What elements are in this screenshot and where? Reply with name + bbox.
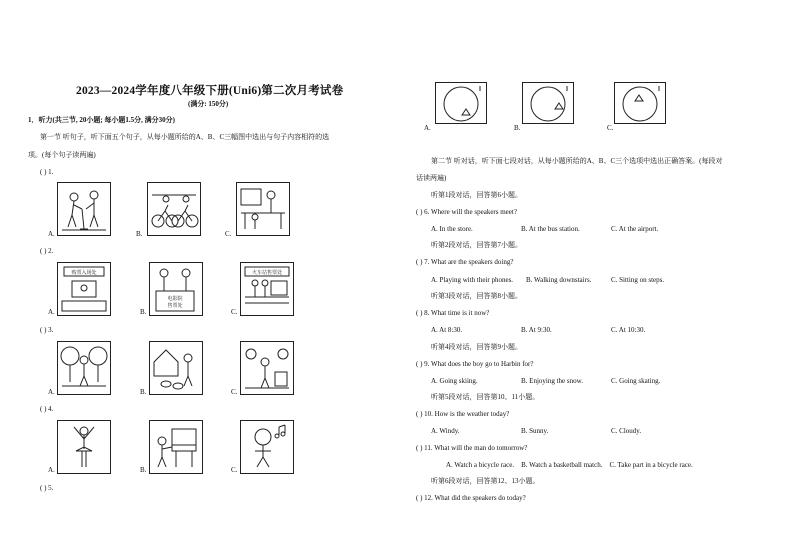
q1-picture-a: [57, 182, 111, 236]
singing-girl-icon: [241, 421, 293, 473]
q8-option-b: B. At 9:30.: [521, 326, 552, 334]
intro-dialog-1: 听第1段对话，回答第6小题。: [431, 191, 522, 199]
q9-option-a: A. Going skiing.: [431, 377, 478, 385]
q9-option-c: C. Going skating.: [611, 377, 661, 385]
question-3: ( ) 3.: [40, 326, 54, 334]
q8-option-c: C. At 10:30.: [611, 326, 646, 334]
q3-picture-a: [57, 341, 111, 395]
ticket-office-icon: [58, 263, 110, 315]
q2b-sign: 电影院: [167, 296, 183, 302]
q1-label-b: B.: [136, 230, 143, 238]
q5-picture-a: [435, 82, 487, 124]
q9-option-b: B. Enjoying the snow.: [521, 377, 583, 385]
question-1: ( ) 1.: [40, 168, 54, 176]
question-7: ( ) 7. What are the speakers doing?: [416, 258, 514, 266]
q4-label-c: C.: [231, 466, 238, 474]
q7-option-a: A. Playing with their phones.: [431, 276, 514, 284]
q3-label-c: C.: [231, 388, 238, 396]
q7-option-c: C. Sitting on steps.: [611, 276, 665, 284]
q6-option-b: B. At the bus station.: [521, 225, 580, 233]
question-8: ( ) 8. What time is it now?: [416, 309, 490, 317]
question-5: ( ) 5.: [40, 484, 54, 492]
gardening-icon: [241, 342, 293, 394]
q2-picture-b: [149, 262, 203, 316]
q2-label-b: B.: [140, 308, 147, 316]
q4-picture-a: [57, 420, 111, 474]
q6-option-a: A. In the store.: [431, 225, 473, 233]
q1-picture-b: [147, 182, 201, 236]
question-4: ( ) 4.: [40, 405, 54, 413]
q1-label-a: A.: [48, 230, 55, 238]
shop-icon: [237, 183, 289, 235]
intro-dialog-4: 听第4段对话，回答第9小题。: [431, 343, 522, 351]
part1-instructions-cont: 项。(每个句子读两遍): [28, 151, 96, 159]
intro-dialog-3: 听第3段对话，回答第8小题。: [431, 292, 522, 300]
full-score: (满分: 150分): [188, 100, 229, 108]
q2a-sign: 购票入场处: [71, 270, 97, 276]
intro-dialog-6: 听第6段对话，回答第12、13小题。: [431, 477, 540, 485]
piano-player-icon: [150, 421, 202, 473]
q3-label-b: B.: [140, 388, 147, 396]
question-10: ( ) 10. How is the weather today?: [416, 410, 510, 418]
q4-label-a: A.: [48, 466, 55, 474]
q2-picture-c: [240, 262, 294, 316]
feeding-chickens-icon: [150, 342, 202, 394]
intro-dialog-2: 听第2段对话，回答第7小题。: [431, 241, 522, 249]
question-6: ( ) 6. Where will the speakers meet?: [416, 208, 517, 216]
q5-picture-c: [614, 82, 666, 124]
q1-label-c: C.: [225, 230, 232, 238]
question-11: ( ) 11. What will the man do tomorrow?: [416, 444, 528, 452]
q11-options: A. Watch a bicycle race. B. Watch a basketball match. C. Take part in a bicycle race.: [446, 461, 693, 469]
q8-option-a: A. At 8:30.: [431, 326, 463, 334]
q2b-sign-2: 售票处: [167, 303, 183, 309]
q10-option-a: A. Windy.: [431, 427, 460, 435]
intro-dialog-5: 听第5段对话，回答第10、11小题。: [431, 393, 540, 401]
question-2: ( ) 2.: [40, 247, 54, 255]
q4-picture-c: [240, 420, 294, 474]
ballet-dancer-icon: [58, 421, 110, 473]
part2-instructions: 第二节 听对话，听下面七段对话，从每小题所给的A、B、C三个选项中选出正确答案。(每段对: [431, 157, 723, 165]
circle-triangle-bottom-right-icon: [436, 83, 486, 123]
q3-picture-c: [240, 341, 294, 395]
section-heading: 1．听力(共三节, 20小题; 每小题1.5分, 满分30分): [28, 116, 175, 124]
train-station-icon: [241, 263, 293, 315]
q5-picture-b: [522, 82, 574, 124]
q3-picture-b: [149, 341, 203, 395]
q2-picture-a: [57, 262, 111, 316]
part1-instructions: 第一节 听句子，听下面五个句子，从每小题所给的A、B、C三幅图中选出与句子内容相符的选: [40, 133, 330, 141]
q5-label-a: A.: [424, 124, 431, 132]
circle-triangle-top-icon: [615, 83, 665, 123]
q4-label-b: B.: [140, 466, 147, 474]
q7-option-b: B. Walking downstairs.: [526, 276, 592, 284]
q4-picture-b: [149, 420, 203, 474]
q5-label-c: C.: [607, 124, 614, 132]
q10-option-c: C. Cloudy.: [611, 427, 642, 435]
q5-label-b: B.: [514, 124, 521, 132]
q2-label-c: C.: [231, 308, 238, 316]
part2-instructions-cont: 话读两遍): [416, 174, 447, 182]
q6-option-c: C. At the airport.: [611, 225, 659, 233]
cinema-icon: [150, 263, 202, 315]
question-9: ( ) 9. What does the boy go to Harbin for?: [416, 360, 534, 368]
workers-icon: [58, 183, 110, 235]
q2c-sign: 火车站售票处: [251, 270, 283, 276]
circle-triangle-right-icon: [523, 83, 573, 123]
cyclists-icon: [148, 183, 200, 235]
q3-label-a: A.: [48, 388, 55, 396]
park-walk-icon: [58, 342, 110, 394]
question-12: ( ) 12. What did the speakers do today?: [416, 494, 526, 502]
exam-title: 2023—2024学年度八年级下册(Uni6)第二次月考试卷: [76, 85, 344, 97]
q1-picture-c: [236, 182, 290, 236]
q10-option-b: B. Sunny.: [521, 427, 549, 435]
q2-label-a: A.: [48, 308, 55, 316]
